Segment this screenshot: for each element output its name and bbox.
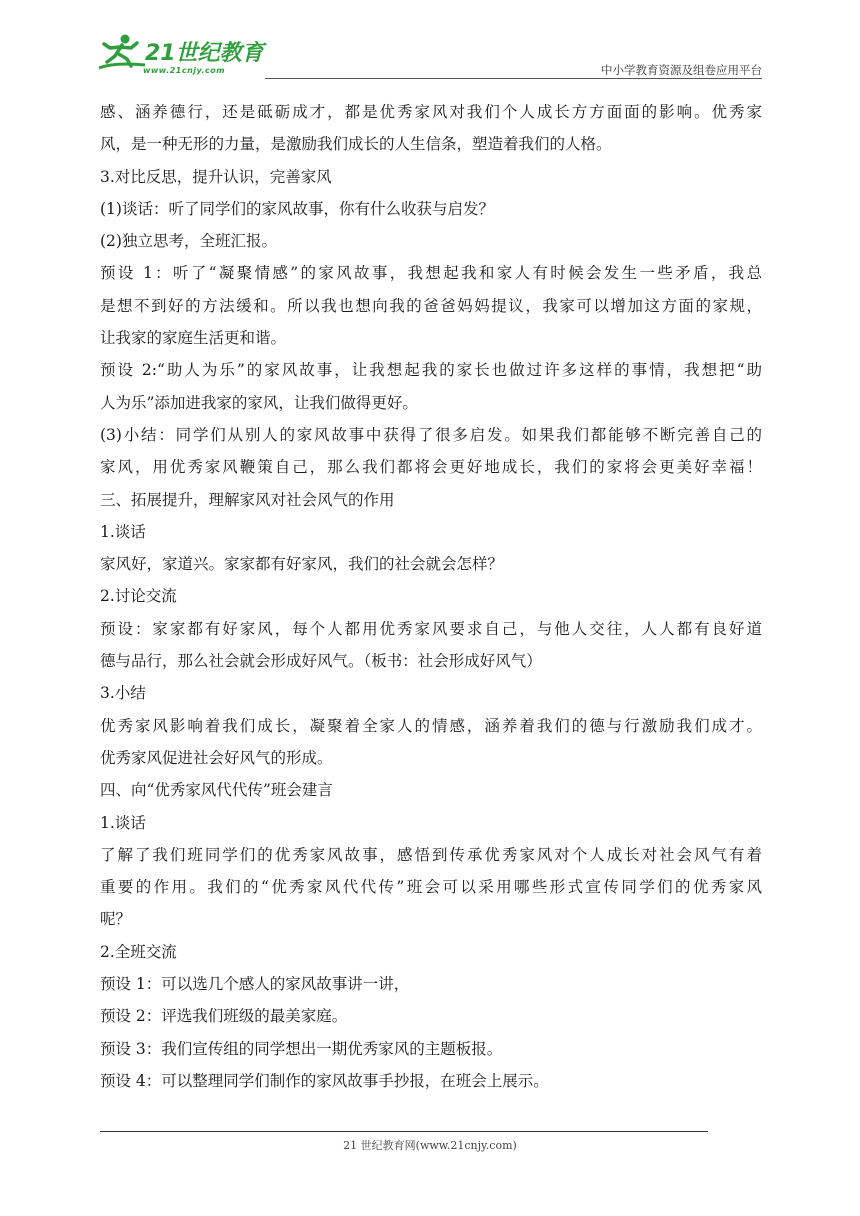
platform-title: 中小学教育资源及组卷应用平台 (601, 63, 762, 77)
logo (95, 26, 265, 78)
text-line: 预设：家家都有好家风，每个人都用优秀家风要求自己，与他人交往，人人都有良好道 (100, 619, 762, 638)
text-line: 优秀家风促进社会好风气的形成。 (100, 748, 333, 767)
text-line: 感、涵养德行，还是砥砺成才，都是优秀家风对我们个人成长方方面面的影响。优秀家 (100, 103, 762, 121)
text-line: (1)谈话：听了同学们的家风故事，你有什么收获与启发？ (100, 199, 494, 218)
text-line: 风，是一种无形的力量，是激励我们成长的人生信条，塑造着我们的人格。 (100, 135, 612, 154)
text-line: 德与品行，那么社会就会形成好风气。（板书：社会形成好风气） (100, 652, 542, 671)
text-line: 2.全班交流 (100, 942, 177, 961)
page-header (95, 26, 762, 78)
text-line: 预设 1：可以选几个感人的家风故事讲一讲， (100, 975, 410, 994)
text-line: 呢？ (100, 910, 132, 929)
text-line: 让我家的家庭生活更和谐。 (100, 329, 287, 348)
text-line: 四、向“优秀家风代代传”班会建言 (100, 781, 333, 800)
text-line: 是想不到好的方法缓和。所以我也想向我的爸爸妈妈提议，我家可以增加这方面的家规， (100, 296, 762, 315)
text-line: 优秀家风影响着我们成长，凝聚着全家人的情感，涵养着我们的德与行激励我们成才。 (100, 716, 762, 735)
logo-url: www.21cnjy.com (143, 66, 226, 75)
text-line: 3.小结 (100, 684, 146, 703)
text-line: 3.对比反思，提升认识，完善家风 (100, 167, 332, 186)
text-line: 重要的作用。我们的“优秀家风代代传”班会可以采用哪些形式宣传同学们的优秀家风 (100, 878, 762, 897)
text-line: 预设 4：可以整理同学们制作的家风故事手抄报，在班会上展示。 (100, 1071, 549, 1090)
text-line: (3)小结：同学们从别人的家风故事中获得了很多启发。如果我们都能够不断完善自己的 (100, 425, 762, 444)
header-divider (265, 78, 762, 79)
text-line: 家风好，家道兴。家家都有好家风，我们的社会就会怎样？ (100, 555, 504, 574)
text-line: 2.讨论交流 (100, 587, 177, 606)
text-line: 预设 2：评选我们班级的最美家庭。 (100, 1007, 348, 1026)
text-line: 家风，用优秀家风鞭策自己，那么我们都将会更好地成长，我们的家将会更美好幸福！ (100, 458, 762, 477)
footer-text: 21 世纪教育网(www.21cnjy.com) (343, 1139, 517, 1152)
running-figure-icon (95, 32, 147, 74)
text-line: 三、拓展提升，理解家风对社会风气的作用 (100, 490, 395, 509)
text-line: 预设 2:“助人为乐”的家风故事，让我想起我的家长也做过许多这样的事情，我想把“助 (100, 361, 762, 380)
text-line: 了解了我们班同学们的优秀家风故事，感悟到传承优秀家风对个人成长对社会风气有着 (100, 845, 762, 864)
logo-text: 21世纪教育 (145, 41, 264, 66)
text-line: 预设 3：我们宣传组的同学想出一期优秀家风的主题板报。 (100, 1039, 503, 1058)
footer-divider (100, 1131, 708, 1132)
text-line: 1.谈话 (100, 522, 146, 541)
text-line: 人为乐”添加进我家的家风，让我们做得更好。 (100, 393, 418, 412)
text-line: (2)独立思考，全班汇报。 (100, 232, 277, 251)
document-body (100, 96, 762, 1097)
text-line: 预设 1：听了“凝聚情感”的家风故事，我想起我和家人有时候会发生一些矛盾，我总 (100, 264, 762, 283)
text-line: 1.谈话 (100, 813, 146, 832)
